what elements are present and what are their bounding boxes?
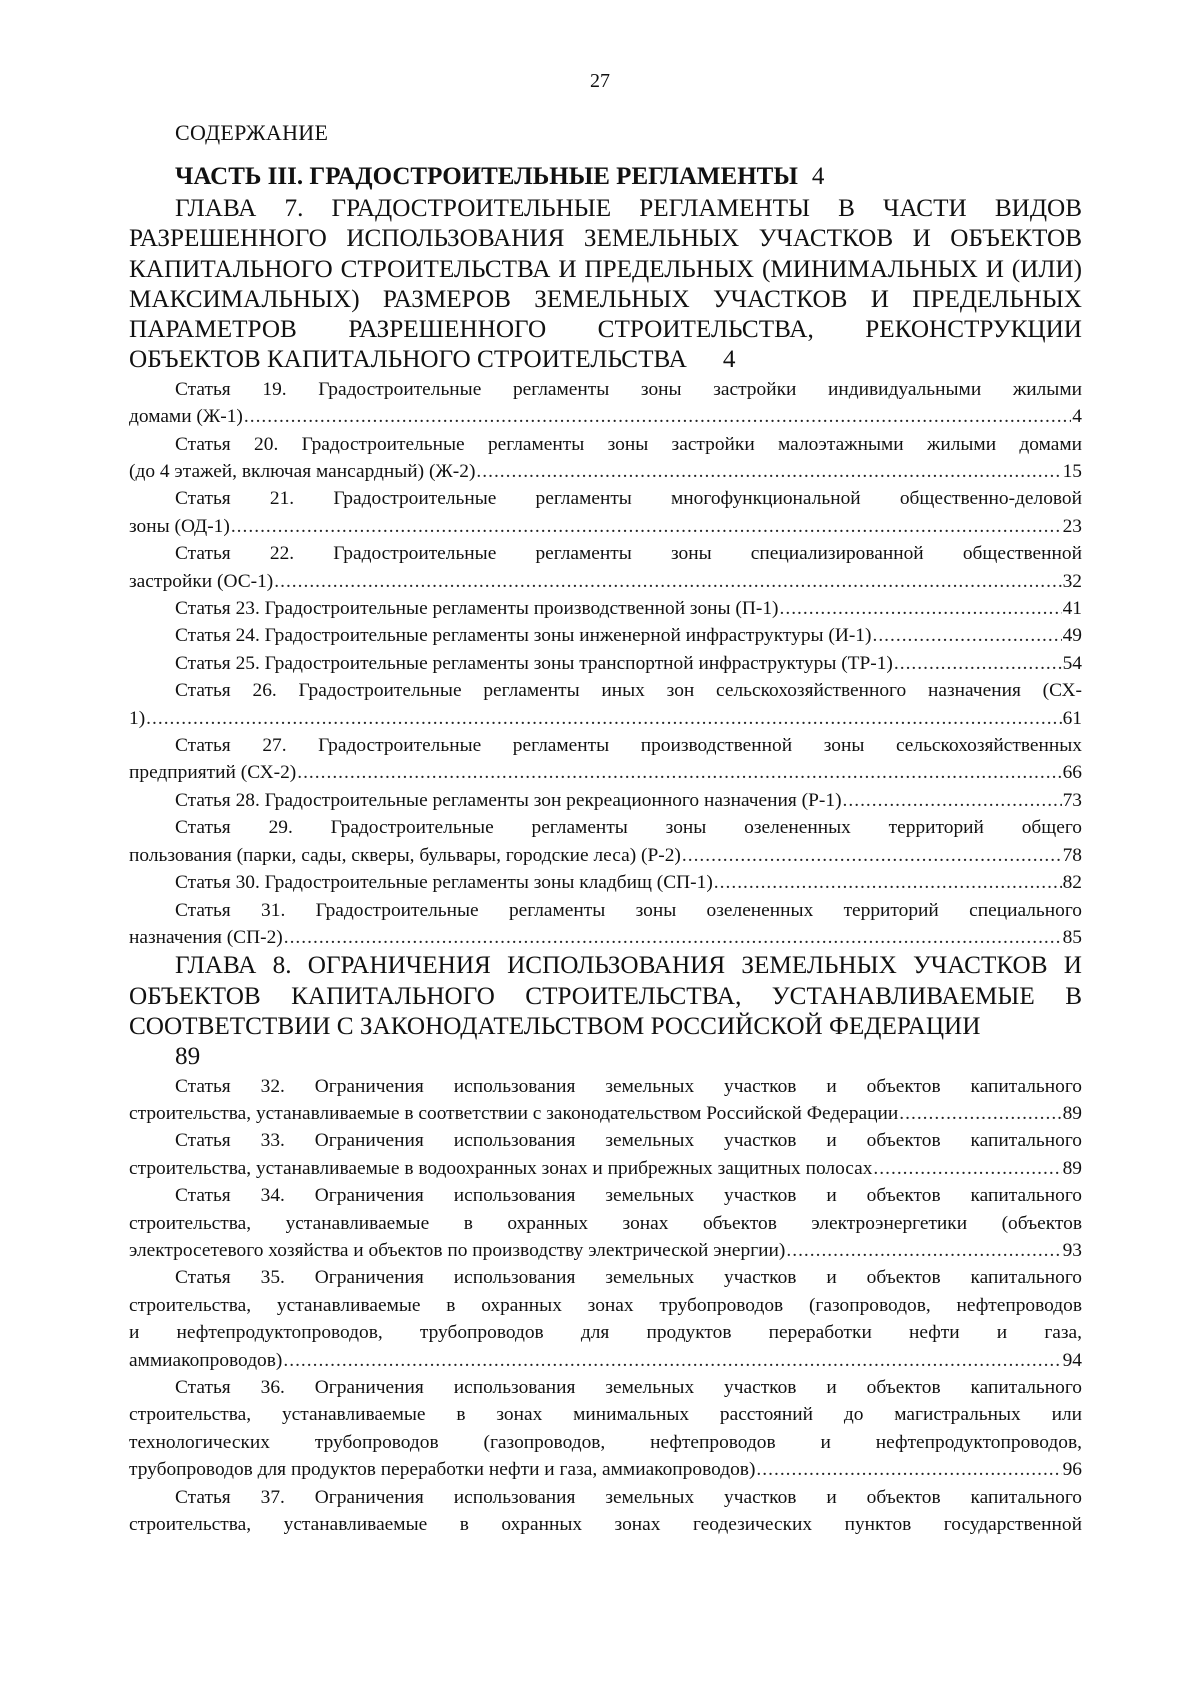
chapter-8-articles: [129, 1073, 1082, 1484]
entry-page: 66: [1062, 762, 1082, 784]
leader-dots: [780, 595, 1062, 622]
entry-first-line: Статья 35. Ограничения использования земельных участков и объектов капитального: [175, 1267, 1082, 1289]
entry-text: строительства, устанавливаемые в водоохранных зонах и прибрежных защитных полосах: [129, 1157, 873, 1179]
entry-text: Статья 28. Градостроительные регламенты зон рекреационного назначения (Р-1): [175, 789, 842, 811]
entry-first-line: Статья 33. Ограничения использования земельных участков и объектов капитального: [175, 1130, 1082, 1152]
toc-entry[interactable]: [129, 814, 1082, 869]
toc-entry-article-37[interactable]: [129, 1484, 1082, 1539]
toc-chapter-7[interactable]: [129, 194, 1082, 376]
entry-first-line: Статья 22. Градостроительные регламенты зоны специализированной общественной: [175, 543, 1082, 565]
toc-entry[interactable]: [129, 622, 1082, 649]
toc-entry[interactable]: [129, 540, 1082, 595]
entry-first-line: Статья 37. Ограничения использования земельных участков и объектов капитального: [175, 1486, 1082, 1508]
entry-page: 23: [1062, 515, 1082, 537]
entry-text: пользования (парки, сады, скверы, бульвары, городские леса) (Р-2): [129, 844, 681, 866]
part-title-text: ЧАСТЬ III. ГРАДОСТРОИТЕЛЬНЫЕ РЕГЛАМЕНТЫ: [175, 163, 798, 190]
entry-page: 82: [1062, 872, 1082, 894]
chapter-7-articles: [129, 376, 1082, 952]
entry-text: 1): [129, 707, 146, 729]
entry-first-line: Статья 19. Градостроительные регламенты зоны застройки индивидуальными жилыми: [175, 378, 1082, 400]
toc-entry[interactable]: [129, 485, 1082, 540]
toc-entry[interactable]: [129, 869, 1082, 896]
entry-text: трубопроводов для продуктов переработки нефти и газа, аммиакопроводов): [129, 1459, 756, 1481]
toc-heading: СОДЕРЖАНИЕ: [175, 120, 329, 145]
entry-text: зоны (ОД-1): [129, 515, 230, 537]
entry-line: [129, 595, 1082, 622]
entry-first-line: Статья 26. Градостроительные регламенты иных зон сельскохозяйственного назначения (СХ-: [175, 680, 1082, 702]
leader-dots: [756, 1456, 1061, 1483]
entry-first-line: Статья 27. Градостроительные регламенты производственной зоны сельскохозяйственных: [175, 735, 1082, 757]
leader-dots: [297, 759, 1061, 786]
entry-last-line: [129, 568, 1082, 595]
entry-page: 61: [1062, 707, 1082, 729]
leader-dots: [476, 458, 1061, 485]
entry-page: 96: [1062, 1459, 1082, 1481]
toc-entry[interactable]: [129, 1073, 1082, 1128]
entry-first-line: Статья 29. Градостроительные регламенты зоны озелененных территорий общего: [175, 817, 1082, 839]
entry-line: [129, 787, 1082, 814]
part-page: 4: [811, 163, 825, 190]
leader-dots: [894, 650, 1062, 677]
toc-chapter-8[interactable]: [129, 951, 1082, 1072]
toc-entry[interactable]: [129, 677, 1082, 732]
entry-line: [129, 869, 1082, 896]
entry-text: (до 4 этажей, включая мансардный) (Ж-2): [129, 461, 476, 482]
entry-text: застройки (ОС-1): [129, 570, 274, 592]
entry-page: 49: [1062, 625, 1082, 647]
entry-page: 54: [1062, 652, 1082, 674]
leader-dots: [284, 924, 1062, 951]
table-of-contents: [129, 118, 1082, 1538]
entry-last-line: [129, 458, 1082, 485]
entry-last-line: [129, 1456, 1082, 1483]
entry-last-line: [129, 1155, 1082, 1182]
entry-text: строительства, устанавливаемые в соответствии с законодательством Российской Федерации: [129, 1102, 899, 1124]
entry-page: 93: [1062, 1239, 1082, 1261]
entry-middle-line: строительства, устанавливаемые в охранных зонах трубопроводов (газопроводов, нефтепроводов: [129, 1294, 1082, 1316]
entry-last-line: [129, 705, 1082, 732]
entry-first-line: Статья 20. Градостроительные регламенты зоны застройки малоэтажными жилыми домами: [175, 433, 1082, 455]
page-number: 27: [590, 70, 610, 92]
leader-dots: [899, 1100, 1061, 1127]
entry-last-line: [129, 513, 1082, 540]
entry-line: [129, 622, 1082, 649]
entry-text: аммиакопроводов): [129, 1349, 283, 1371]
entry-middle-line: строительства, устанавливаемые в охранных зонах объектов электроэнергетики (объектов: [129, 1212, 1082, 1234]
toc-entry[interactable]: [129, 787, 1082, 814]
toc-entry[interactable]: [129, 1127, 1082, 1182]
leader-dots: [146, 705, 1061, 732]
toc-entry[interactable]: [129, 897, 1082, 952]
entry-first-line: Статья 36. Ограничения использования земельных участков и объектов капитального: [175, 1376, 1082, 1398]
leader-dots: [283, 1347, 1061, 1374]
entry-text: Статья 23. Градостроительные регламенты производственной зоны (П-1): [175, 598, 779, 620]
leader-dots: [714, 869, 1062, 896]
toc-entry[interactable]: [129, 650, 1082, 677]
entry-first-line: Статья 34. Ограничения использования земельных участков и объектов капитального: [175, 1185, 1082, 1207]
chapter-7-title: ГЛАВА 7. ГРАДОСТРОИТЕЛЬНЫЕ РЕГЛАМЕНТЫ В ЧАСТИ ВИДОВ РАЗРЕШЕННОГО ИСПОЛЬЗОВАНИЯ ЗЕМЕЛЬНЫХ УЧАСТКОВ И ОБЪЕКТОВ КАПИТАЛЬНОГО СТРОИТЕЛЬСТВА И ПРЕДЕЛЬНЫХ (МИНИМАЛЬНЫХ И (ИЛИ) МАКСИМАЛЬНЫХ) РАЗМЕРОВ ЗЕМЕЛЬНЫХ УЧАСТКОВ И ПРЕДЕЛЬНЫХ ПАРАМЕТРОВ РАЗРЕШЕННОГО СТРОИТЕЛЬСТВА, РЕКОНСТРУКЦИИ ОБЪЕКТОВ КАПИТАЛЬНОГО СТРОИТЕЛЬСТВА: [129, 195, 1082, 374]
entry-text: домами (Ж-1): [129, 406, 243, 428]
entry-text: предприятий (СХ-2): [129, 762, 297, 784]
entry-first-line: Статья 21. Градостроительные регламенты многофункциональной общественно-деловой: [175, 488, 1082, 510]
toc-entry[interactable]: [129, 1182, 1082, 1264]
chapter-7-page: 4: [722, 346, 736, 374]
chapter-8-title: ГЛАВА 8. ОГРАНИЧЕНИЯ ИСПОЛЬЗОВАНИЯ ЗЕМЕЛЬНЫХ УЧАСТКОВ И ОБЪЕКТОВ КАПИТАЛЬНОГО СТРОИТЕЛЬСТВА, УСТАНАВЛИВАЕМЫЕ В СООТВЕТСТВИИ С ЗАКОНОДАТЕЛЬСТВОМ РОССИЙСКОЙ ФЕДЕРАЦИИ: [129, 952, 1082, 1040]
entry-page: 89: [1062, 1157, 1082, 1179]
toc-entry[interactable]: [129, 1374, 1082, 1484]
entry-page: 4: [1072, 406, 1082, 428]
entry-page: 89: [1062, 1102, 1082, 1124]
entry-first-line: Статья 31. Градостроительные регламенты зоны озелененных территорий специального: [175, 899, 1082, 921]
entry-last-line: [129, 1347, 1082, 1374]
entry-middle-line: технологических трубопроводов (газопроводов, нефтепроводов и нефтепродуктопроводов,: [129, 1431, 1082, 1453]
leader-dots: [786, 1237, 1061, 1264]
entry-text: Статья 30. Градостроительные регламенты зоны кладбищ (СП-1): [175, 872, 713, 894]
entry-text: электросетевого хозяйства и объектов по производству электрической энергии): [129, 1239, 786, 1261]
toc-entry[interactable]: [129, 376, 1082, 431]
entry-text: Статья 24. Градостроительные регламенты зоны инженерной инфраструктуры (И-1): [175, 625, 872, 647]
leader-dots: [231, 513, 1062, 540]
entry-page: 32: [1062, 570, 1082, 592]
entry-continuation-line: строительства, устанавливаемые в охранных зонах геодезических пунктов государственной: [129, 1514, 1082, 1535]
entry-last-line: [129, 1100, 1082, 1127]
entry-page: 94: [1062, 1349, 1082, 1371]
entry-first-line: Статья 32. Ограничения использования земельных участков и объектов капитального: [175, 1075, 1082, 1097]
entry-page: 41: [1062, 598, 1082, 620]
entry-last-line: [129, 1237, 1082, 1264]
entry-page: 73: [1062, 789, 1082, 811]
leader-dots: [872, 622, 1061, 649]
entry-last-line: [129, 759, 1082, 786]
entry-page: 78: [1062, 844, 1082, 866]
entry-text: назначения (СП-2): [129, 926, 283, 948]
leader-dots: [873, 1155, 1061, 1182]
entry-line: [129, 650, 1082, 677]
entry-last-line: [129, 924, 1082, 951]
toc-entry[interactable]: [129, 1264, 1082, 1374]
leader-dots: [843, 787, 1062, 814]
leader-dots: [682, 842, 1062, 869]
chapter-8-page: 89: [175, 1043, 201, 1071]
entry-middle-line: и нефтепродуктопроводов, трубопроводов для продуктов переработки нефти и газа,: [129, 1322, 1082, 1344]
leader-dots: [244, 403, 1071, 430]
entry-middle-line: строительства, устанавливаемые в зонах минимальных расстояний до магистральных или: [129, 1404, 1082, 1426]
entry-last-line: [129, 403, 1082, 430]
entry-text: Статья 25. Градостроительные регламенты зоны транспортной инфраструктуры (ТР-1): [175, 652, 893, 674]
entry-last-line: [129, 842, 1082, 869]
leader-dots: [274, 568, 1061, 595]
toc-entry[interactable]: [129, 595, 1082, 622]
toc-entry[interactable]: [129, 431, 1082, 486]
toc-entry[interactable]: [129, 732, 1082, 787]
entry-page: 15: [1062, 461, 1082, 482]
toc-part-3[interactable]: [175, 160, 1082, 194]
entry-page: 85: [1062, 926, 1082, 948]
